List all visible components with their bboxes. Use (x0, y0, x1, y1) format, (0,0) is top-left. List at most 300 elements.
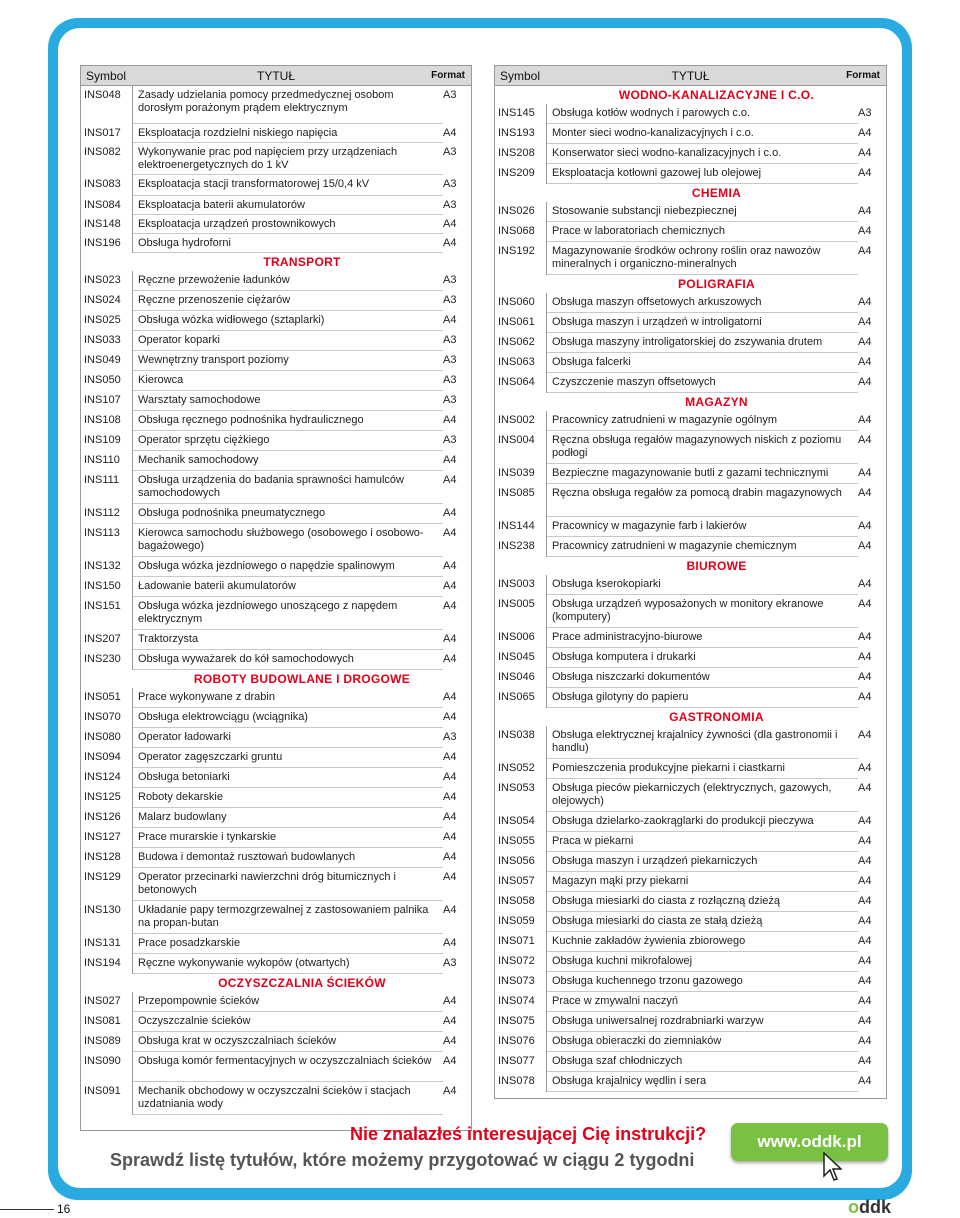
table-row (495, 411, 886, 431)
table-row (81, 728, 471, 748)
row-symbol: INS145 (495, 104, 547, 124)
table-row (81, 234, 471, 253)
row-format: A4 (858, 356, 872, 368)
section-heading: CHEMIA (691, 186, 742, 200)
row-title: Kierowca (133, 371, 443, 391)
row-symbol: INS063 (495, 353, 547, 373)
row-symbol: INS061 (495, 313, 547, 333)
row-symbol: INS208 (495, 144, 547, 164)
row-symbol: INS074 (495, 992, 547, 1012)
table-row (81, 391, 471, 411)
row-format: A3 (443, 374, 457, 386)
row-format: A4 (443, 454, 457, 466)
table-row (495, 812, 886, 832)
section-heading: WODNO-KANALIZACYJNE I C.O. (618, 88, 815, 102)
table-row (81, 650, 471, 670)
row-format: A4 (443, 937, 457, 949)
row-symbol: INS071 (495, 932, 547, 952)
row-symbol: INS068 (495, 222, 547, 242)
header-title: TYTUŁ (256, 68, 295, 83)
table-row (495, 164, 886, 184)
row-title: Ręczne wykonywanie wykopów (otwartych) (133, 954, 443, 974)
row-format: A4 (858, 467, 872, 479)
table-row (81, 215, 471, 234)
table-row (495, 1032, 886, 1052)
row-title: Prace w zmywalni naczyń (547, 992, 858, 1012)
row-title: Obsługa obieraczki do ziemniaków (547, 1032, 858, 1052)
row-title: Obsługa urządzenia do badania sprawności hamulców samochodowych (133, 471, 443, 504)
table-row (81, 371, 471, 391)
row-symbol: INS196 (81, 234, 133, 253)
row-format: A4 (858, 671, 872, 683)
table-row (81, 175, 471, 196)
promo-question: Nie znalazłeś interesującej Cię instrukcji? (350, 1124, 707, 1144)
row-symbol: INS080 (81, 728, 133, 748)
row-symbol: INS062 (495, 333, 547, 353)
row-format: A4 (858, 815, 872, 827)
row-symbol: INS049 (81, 351, 133, 371)
row-title: Obsługa miesiarki do ciasta z rozłączną dzieżą (547, 892, 858, 912)
row-title: Prace administracyjno-biurowe (547, 628, 858, 648)
row-title: Mechanik obchodowy w oczyszczalni ścieków i stacjach uzdatniania wody (133, 1082, 443, 1115)
row-symbol: INS084 (81, 196, 133, 215)
row-symbol: INS064 (495, 373, 547, 393)
table-row (495, 892, 886, 912)
row-format: A4 (858, 245, 872, 257)
row-symbol: INS132 (81, 557, 133, 577)
row-title: Obsługa uniwersalnej rozdrabniarki warzyw (547, 1012, 858, 1032)
table-row (81, 788, 471, 808)
row-format: A4 (858, 376, 872, 388)
row-format: A4 (858, 855, 872, 867)
table-row (81, 954, 471, 974)
row-symbol: INS076 (495, 1032, 547, 1052)
table-header (81, 66, 471, 86)
row-title: Budowa i demontaż rusztowań budowlanych (133, 848, 443, 868)
row-symbol: INS026 (495, 202, 547, 222)
table-row (495, 484, 886, 517)
row-title: Ręczne przewożenie ładunków (133, 271, 443, 291)
row-format: A4 (443, 1015, 457, 1027)
row-format: A4 (858, 316, 872, 328)
row-title: Operator zagęszczarki gruntu (133, 748, 443, 768)
row-title: Malarz budowlany (133, 808, 443, 828)
row-title: Kierowca samochodu służbowego (osobowego i osobowo-bagażowego) (133, 524, 443, 557)
row-format: A4 (443, 633, 457, 645)
row-symbol: INS052 (495, 759, 547, 779)
row-symbol: INS004 (495, 431, 547, 464)
row-symbol: INS085 (495, 484, 547, 517)
row-symbol: INS025 (81, 311, 133, 331)
row-symbol: INS131 (81, 934, 133, 954)
website-button[interactable]: www.oddk.pl (731, 1123, 888, 1161)
row-format: A4 (858, 296, 872, 308)
row-symbol: INS058 (495, 892, 547, 912)
row-symbol: INS094 (81, 748, 133, 768)
row-format: A4 (443, 791, 457, 803)
row-symbol: INS127 (81, 828, 133, 848)
row-symbol: INS081 (81, 1012, 133, 1032)
row-title: Operator przecinarki nawierzchni dróg bitumicznych i betonowych (133, 868, 443, 901)
row-format: A4 (858, 147, 872, 159)
row-title: Magazynowanie środków ochrony roślin oraz nawozów mineralnych i organiczno-mineralnych (547, 242, 858, 275)
table-row (81, 86, 471, 124)
row-title: Pomieszczenia produkcyjne piekarni i ciastkarni (547, 759, 858, 779)
table-row (81, 557, 471, 577)
row-symbol: INS194 (81, 954, 133, 974)
row-symbol: INS230 (81, 650, 133, 670)
row-title: Czyszczenie maszyn offsetowych (547, 373, 858, 393)
row-format: A3 (443, 354, 457, 366)
row-format: A3 (443, 89, 457, 101)
row-symbol: INS109 (81, 431, 133, 451)
row-title: Przepompownie ścieków (133, 992, 443, 1012)
table-row (495, 628, 886, 648)
row-format: A3 (443, 731, 457, 743)
row-format: A4 (443, 560, 457, 572)
row-title: Pracownicy w magazynie farb i lakierów (547, 517, 858, 537)
row-format: A4 (443, 871, 457, 883)
row-title: Ręczne przenoszenie ciężarów (133, 291, 443, 311)
row-title: Obsługa podnośnika pneumatycznego (133, 504, 443, 524)
row-symbol: INS082 (81, 143, 133, 175)
row-title: Eksploatacja urządzeń prostownikowych (133, 215, 443, 234)
table-row (495, 373, 886, 393)
row-format: A4 (858, 895, 872, 907)
row-format: A4 (858, 762, 872, 774)
row-symbol: INS045 (495, 648, 547, 668)
row-format: A4 (858, 782, 872, 794)
row-format: A4 (443, 811, 457, 823)
row-title: Obsługa niszczarki dokumentów (547, 668, 858, 688)
row-title: Obsługa miesiarki do ciasta ze stałą dzieżą (547, 912, 858, 932)
row-title: Ręczna obsługa regałów za pomocą drabin magazynowych (547, 484, 858, 517)
table-row (495, 952, 886, 972)
table-row (81, 748, 471, 768)
row-format: A4 (858, 975, 872, 987)
row-symbol: INS046 (495, 668, 547, 688)
table-row (495, 668, 886, 688)
table-row (495, 1072, 886, 1092)
row-title: Konserwator sieci wodno-kanalizacyjnych i c.o. (547, 144, 858, 164)
section-heading: GASTRONOMIA (669, 710, 764, 724)
table-row (81, 451, 471, 471)
table-row (81, 291, 471, 311)
table-row (495, 537, 886, 557)
table-row (495, 832, 886, 852)
table-row (495, 353, 886, 373)
table-row (495, 293, 886, 313)
header-symbol: Symbol (500, 68, 541, 83)
table-row (495, 575, 886, 595)
table-row (495, 595, 886, 628)
row-title: Warsztaty samochodowe (133, 391, 443, 411)
table-row (495, 464, 886, 484)
row-title: Eksploatacja kotłowni gazowej lub olejowej (547, 164, 858, 184)
table-header (495, 66, 886, 86)
table-row (81, 311, 471, 331)
table-row (495, 431, 886, 464)
row-format: A4 (443, 995, 457, 1007)
row-symbol: INS130 (81, 901, 133, 934)
row-symbol: INS005 (495, 595, 547, 628)
row-symbol: INS111 (81, 471, 133, 504)
row-format: A4 (443, 237, 457, 249)
row-title: Obsługa maszyny introligatorskiej do zszywania drutem (547, 333, 858, 353)
row-symbol: INS002 (495, 411, 547, 431)
row-title: Prace murarskie i tynkarskie (133, 828, 443, 848)
row-format: A3 (443, 199, 457, 211)
row-format: A4 (443, 127, 457, 139)
table-row (495, 779, 886, 812)
row-symbol: INS039 (495, 464, 547, 484)
row-title: Mechanik samochodowy (133, 451, 443, 471)
row-symbol: INS193 (495, 124, 547, 144)
row-symbol: INS017 (81, 124, 133, 143)
row-title: Obsługa maszyn i urządzeń w introligatorni (547, 313, 858, 333)
row-symbol: INS060 (495, 293, 547, 313)
row-title: Obsługa kserokopiarki (547, 575, 858, 595)
table-row (81, 828, 471, 848)
table-row (495, 726, 886, 759)
table-row (81, 934, 471, 954)
row-title: Bezpieczne magazynowanie butli z gazami technicznymi (547, 464, 858, 484)
header-title: TYTUŁ (671, 68, 710, 83)
row-symbol: INS078 (495, 1072, 547, 1092)
row-symbol: INS112 (81, 504, 133, 524)
row-format: A4 (858, 691, 872, 703)
table-row (81, 868, 471, 901)
row-title: Roboty dekarskie (133, 788, 443, 808)
row-title: Obsługa wózka widłowego (sztaplarki) (133, 311, 443, 331)
row-symbol: INS209 (495, 164, 547, 184)
section-heading: POLIGRAFIA (678, 277, 755, 291)
row-format: A4 (858, 414, 872, 426)
row-format: A4 (858, 434, 872, 446)
row-format: A4 (443, 1085, 457, 1097)
table-row (81, 808, 471, 828)
row-format: A4 (443, 527, 457, 539)
table-row (495, 872, 886, 892)
row-format: A4 (858, 598, 872, 610)
company-logo: oddk (848, 1197, 892, 1217)
promo-subtitle: Sprawdź listę tytułów, które możemy przygotować w ciągu 2 tygodni (110, 1150, 695, 1170)
table-row (81, 597, 471, 630)
table-row (495, 648, 886, 668)
row-title: Obsługa wózka jezdniowego o napędzie spalinowym (133, 557, 443, 577)
table-row (81, 848, 471, 868)
row-format: A4 (858, 935, 872, 947)
row-title: Obsługa falcerki (547, 353, 858, 373)
row-title: Obsługa kuchni mikrofalowej (547, 952, 858, 972)
row-format: A4 (858, 835, 872, 847)
row-title: Obsługa maszyn i urządzeń piekarniczych (547, 852, 858, 872)
row-format: A4 (443, 691, 457, 703)
table-row (495, 912, 886, 932)
table-row (81, 411, 471, 431)
table-row (81, 992, 471, 1012)
row-title: Obsługa urządzeń wyposażonych w monitory ekranowe (komputery) (547, 595, 858, 628)
row-format: A4 (443, 507, 457, 519)
row-format: A4 (858, 205, 872, 217)
table-row (495, 333, 886, 353)
page-number: 16 (57, 1202, 71, 1216)
row-symbol: INS128 (81, 848, 133, 868)
row-format: A3 (443, 294, 457, 306)
row-title: Układanie papy termozgrzewalnej z zastosowaniem palnika na propan-butan (133, 901, 443, 934)
row-format: A3 (443, 178, 457, 190)
row-format: A3 (443, 334, 457, 346)
row-symbol: INS027 (81, 992, 133, 1012)
row-format: A4 (443, 751, 457, 763)
section-heading: BIUROWE (686, 559, 747, 573)
row-title: Pracownicy zatrudnieni w magazynie ogólnym (547, 411, 858, 431)
row-title: Obsługa dzielarko-zaokrąglarki do produkcji pieczywa (547, 812, 858, 832)
row-symbol: INS033 (81, 331, 133, 351)
row-title: Zasady udzielania pomocy przedmedycznej osobom dorosłym porażonym prądem elektrycznym (133, 86, 443, 124)
header-format: Format (431, 70, 465, 81)
row-symbol: INS003 (495, 575, 547, 595)
row-title: Obsługa krajalnicy wędlin i sera (547, 1072, 858, 1092)
row-title: Operator ładowarki (133, 728, 443, 748)
row-title: Ręczna obsługa regałów magazynowych niskich z poziomu podłogi (547, 431, 858, 464)
row-symbol: INS148 (81, 215, 133, 234)
row-symbol: INS110 (81, 451, 133, 471)
table-row (495, 932, 886, 952)
row-format: A4 (443, 653, 457, 665)
row-title: Eksploatacja rozdzielni niskiego napięcia (133, 124, 443, 143)
row-format: A4 (858, 915, 872, 927)
table-row (81, 351, 471, 371)
row-symbol: INS048 (81, 86, 133, 124)
row-symbol: INS108 (81, 411, 133, 431)
row-format: A4 (858, 127, 872, 139)
row-format: A3 (443, 394, 457, 406)
row-title: Obsługa kotłów wodnych i parowych c.o. (547, 104, 858, 124)
row-symbol: INS129 (81, 868, 133, 901)
row-format: A4 (858, 631, 872, 643)
row-symbol: INS125 (81, 788, 133, 808)
table-row (495, 517, 886, 537)
section-heading: ROBOTY BUDOWLANE I DROGOWE (193, 672, 411, 686)
row-format: A4 (443, 1035, 457, 1047)
row-symbol: INS090 (81, 1052, 133, 1082)
page-number-rule (0, 1209, 54, 1210)
table-row (81, 768, 471, 788)
row-title: Obsługa wyważarek do kół samochodowych (133, 650, 443, 670)
row-title: Obsługa wózka jezdniowego unoszącego z napędem elektrycznym (133, 597, 443, 630)
row-format: A3 (443, 146, 457, 158)
table-row (495, 688, 886, 708)
row-title: Prace posadzkarskie (133, 934, 443, 954)
row-symbol: INS144 (495, 517, 547, 537)
row-format: A4 (858, 578, 872, 590)
table-row (81, 1052, 471, 1082)
row-format: A4 (443, 474, 457, 486)
row-format: A4 (858, 1015, 872, 1027)
row-title: Kuchnie zakładów żywienia zbiorowego (547, 932, 858, 952)
row-title: Prace w laboratoriach chemicznych (547, 222, 858, 242)
row-title: Monter sieci wodno-kanalizacyjnych i c.o. (547, 124, 858, 144)
row-title: Stosowanie substancji niebezpiecznej (547, 202, 858, 222)
row-title: Pracownicy zatrudnieni w magazynie chemicznym (547, 537, 858, 557)
row-title: Eksploatacja stacji transformatorowej 15/0,4 kV (133, 175, 443, 196)
row-title: Ładowanie baterii akumulatorów (133, 577, 443, 597)
row-title: Magazyn mąki przy piekarni (547, 872, 858, 892)
row-title: Obsługa krat w oczyszczalniach ścieków (133, 1032, 443, 1052)
row-symbol: INS207 (81, 630, 133, 650)
row-symbol: INS077 (495, 1052, 547, 1072)
table-row (81, 271, 471, 291)
row-format: A4 (858, 1035, 872, 1047)
table-row (495, 124, 886, 144)
row-title: Obsługa hydroforni (133, 234, 443, 253)
table-row (81, 524, 471, 557)
row-format: A4 (858, 1075, 872, 1087)
row-symbol: INS051 (81, 688, 133, 708)
row-symbol: INS050 (81, 371, 133, 391)
row-symbol: INS126 (81, 808, 133, 828)
row-title: Obsługa szaf chłodniczych (547, 1052, 858, 1072)
row-format: A4 (443, 904, 457, 916)
row-symbol: INS006 (495, 628, 547, 648)
row-format: A4 (858, 520, 872, 532)
table-row (495, 992, 886, 1012)
row-title: Traktorzysta (133, 630, 443, 650)
row-symbol: INS065 (495, 688, 547, 708)
row-format: A4 (443, 851, 457, 863)
row-symbol: INS024 (81, 291, 133, 311)
row-format: A4 (443, 218, 457, 230)
row-symbol: INS053 (495, 779, 547, 812)
row-title: Praca w piekarni (547, 832, 858, 852)
row-format: A4 (858, 875, 872, 887)
row-format: A4 (858, 1055, 872, 1067)
row-symbol: INS089 (81, 1032, 133, 1052)
table-row (495, 242, 886, 275)
row-format: A4 (858, 540, 872, 552)
row-symbol: INS113 (81, 524, 133, 557)
row-symbol: INS070 (81, 708, 133, 728)
section-heading: TRANSPORT (263, 255, 341, 269)
table-row (81, 1032, 471, 1052)
row-symbol: INS107 (81, 391, 133, 411)
row-format: A4 (858, 487, 872, 499)
row-symbol: INS072 (495, 952, 547, 972)
row-format: A4 (443, 314, 457, 326)
row-title: Obsługa elektrowciągu (wciągnika) (133, 708, 443, 728)
row-format: A4 (858, 225, 872, 237)
row-title: Obsługa komputera i drukarki (547, 648, 858, 668)
row-title: Obsługa betoniarki (133, 768, 443, 788)
row-symbol: INS192 (495, 242, 547, 275)
row-title: Obsługa ręcznego podnośnika hydraulicznego (133, 411, 443, 431)
table-row (81, 901, 471, 934)
table-row (495, 313, 886, 333)
row-symbol: INS091 (81, 1082, 133, 1115)
row-format: A4 (443, 580, 457, 592)
row-format: A4 (443, 831, 457, 843)
row-format: A3 (443, 274, 457, 286)
table-row (495, 759, 886, 779)
row-symbol: INS073 (495, 972, 547, 992)
row-format: A3 (443, 434, 457, 446)
row-format: A3 (443, 957, 457, 969)
row-title: Eksploatacja baterii akumulatorów (133, 196, 443, 215)
row-symbol: INS057 (495, 872, 547, 892)
left-table (80, 65, 472, 1131)
row-format: A3 (858, 107, 872, 119)
